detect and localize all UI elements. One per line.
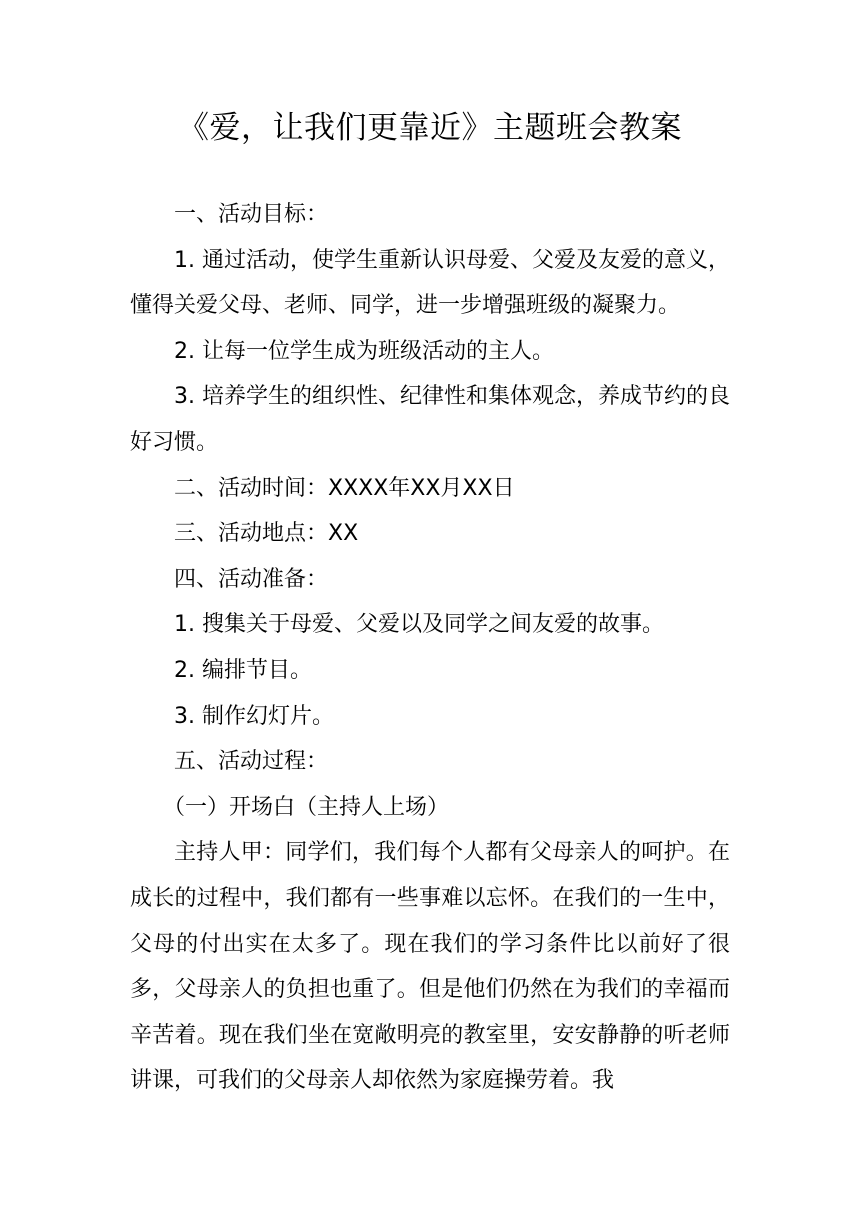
preparation-item-1: 1. 搜集关于母爱、父爱以及同学之间友爱的故事。 [174, 612, 664, 638]
preparation-item-3: 3. 制作幻灯片。 [174, 703, 334, 729]
section-heading-time: 二、活动时间：XXXX年XX月XX日 [174, 475, 515, 501]
goal-item-3: 3. 培养学生的组织性、纪律性和集体观念，养成节约的良好习惯。 [130, 384, 730, 455]
goal-item-1: 1. 通过活动，使学生重新认识母爱、父爱及友爱的意义，懂得关爱父母、老师、同学，进一步增强班级的凝聚力。 [130, 247, 730, 319]
host-a-speech: 主持人甲：同学们，我们每个人都有父母亲人的呵护。在成长的过程中，我们都有一些事难以忘怀。在我们的一生中，父母的付出实在太多了。现在我们的学习条件比以前好了很多，父母亲人的负担也重了。但是他们仍然在为我们的幸福而辛苦着。现在我们坐在宽敞明亮的教室里，安安静静的听老师讲课，可我们的父母亲人却依然为家庭操劳着。我 [130, 840, 730, 1094]
document-body [130, 192, 730, 1104]
section-heading-preparation: 四、活动准备： [174, 566, 329, 592]
preparation-item-2: 2. 编排节目。 [174, 657, 312, 683]
subsection-heading-opening: （一）开场白（主持人上场） [163, 794, 450, 820]
section-heading-location: 三、活动地点：XX [174, 521, 359, 547]
section-heading-process: 五、活动过程： [174, 749, 329, 775]
section-heading-goals: 一、活动目标： [174, 202, 329, 227]
goal-item-2: 2. 让每一位学生成为班级活动的主人。 [174, 338, 554, 364]
document-title: 《爱，让我们更靠近》主题班会教案 [178, 110, 682, 146]
